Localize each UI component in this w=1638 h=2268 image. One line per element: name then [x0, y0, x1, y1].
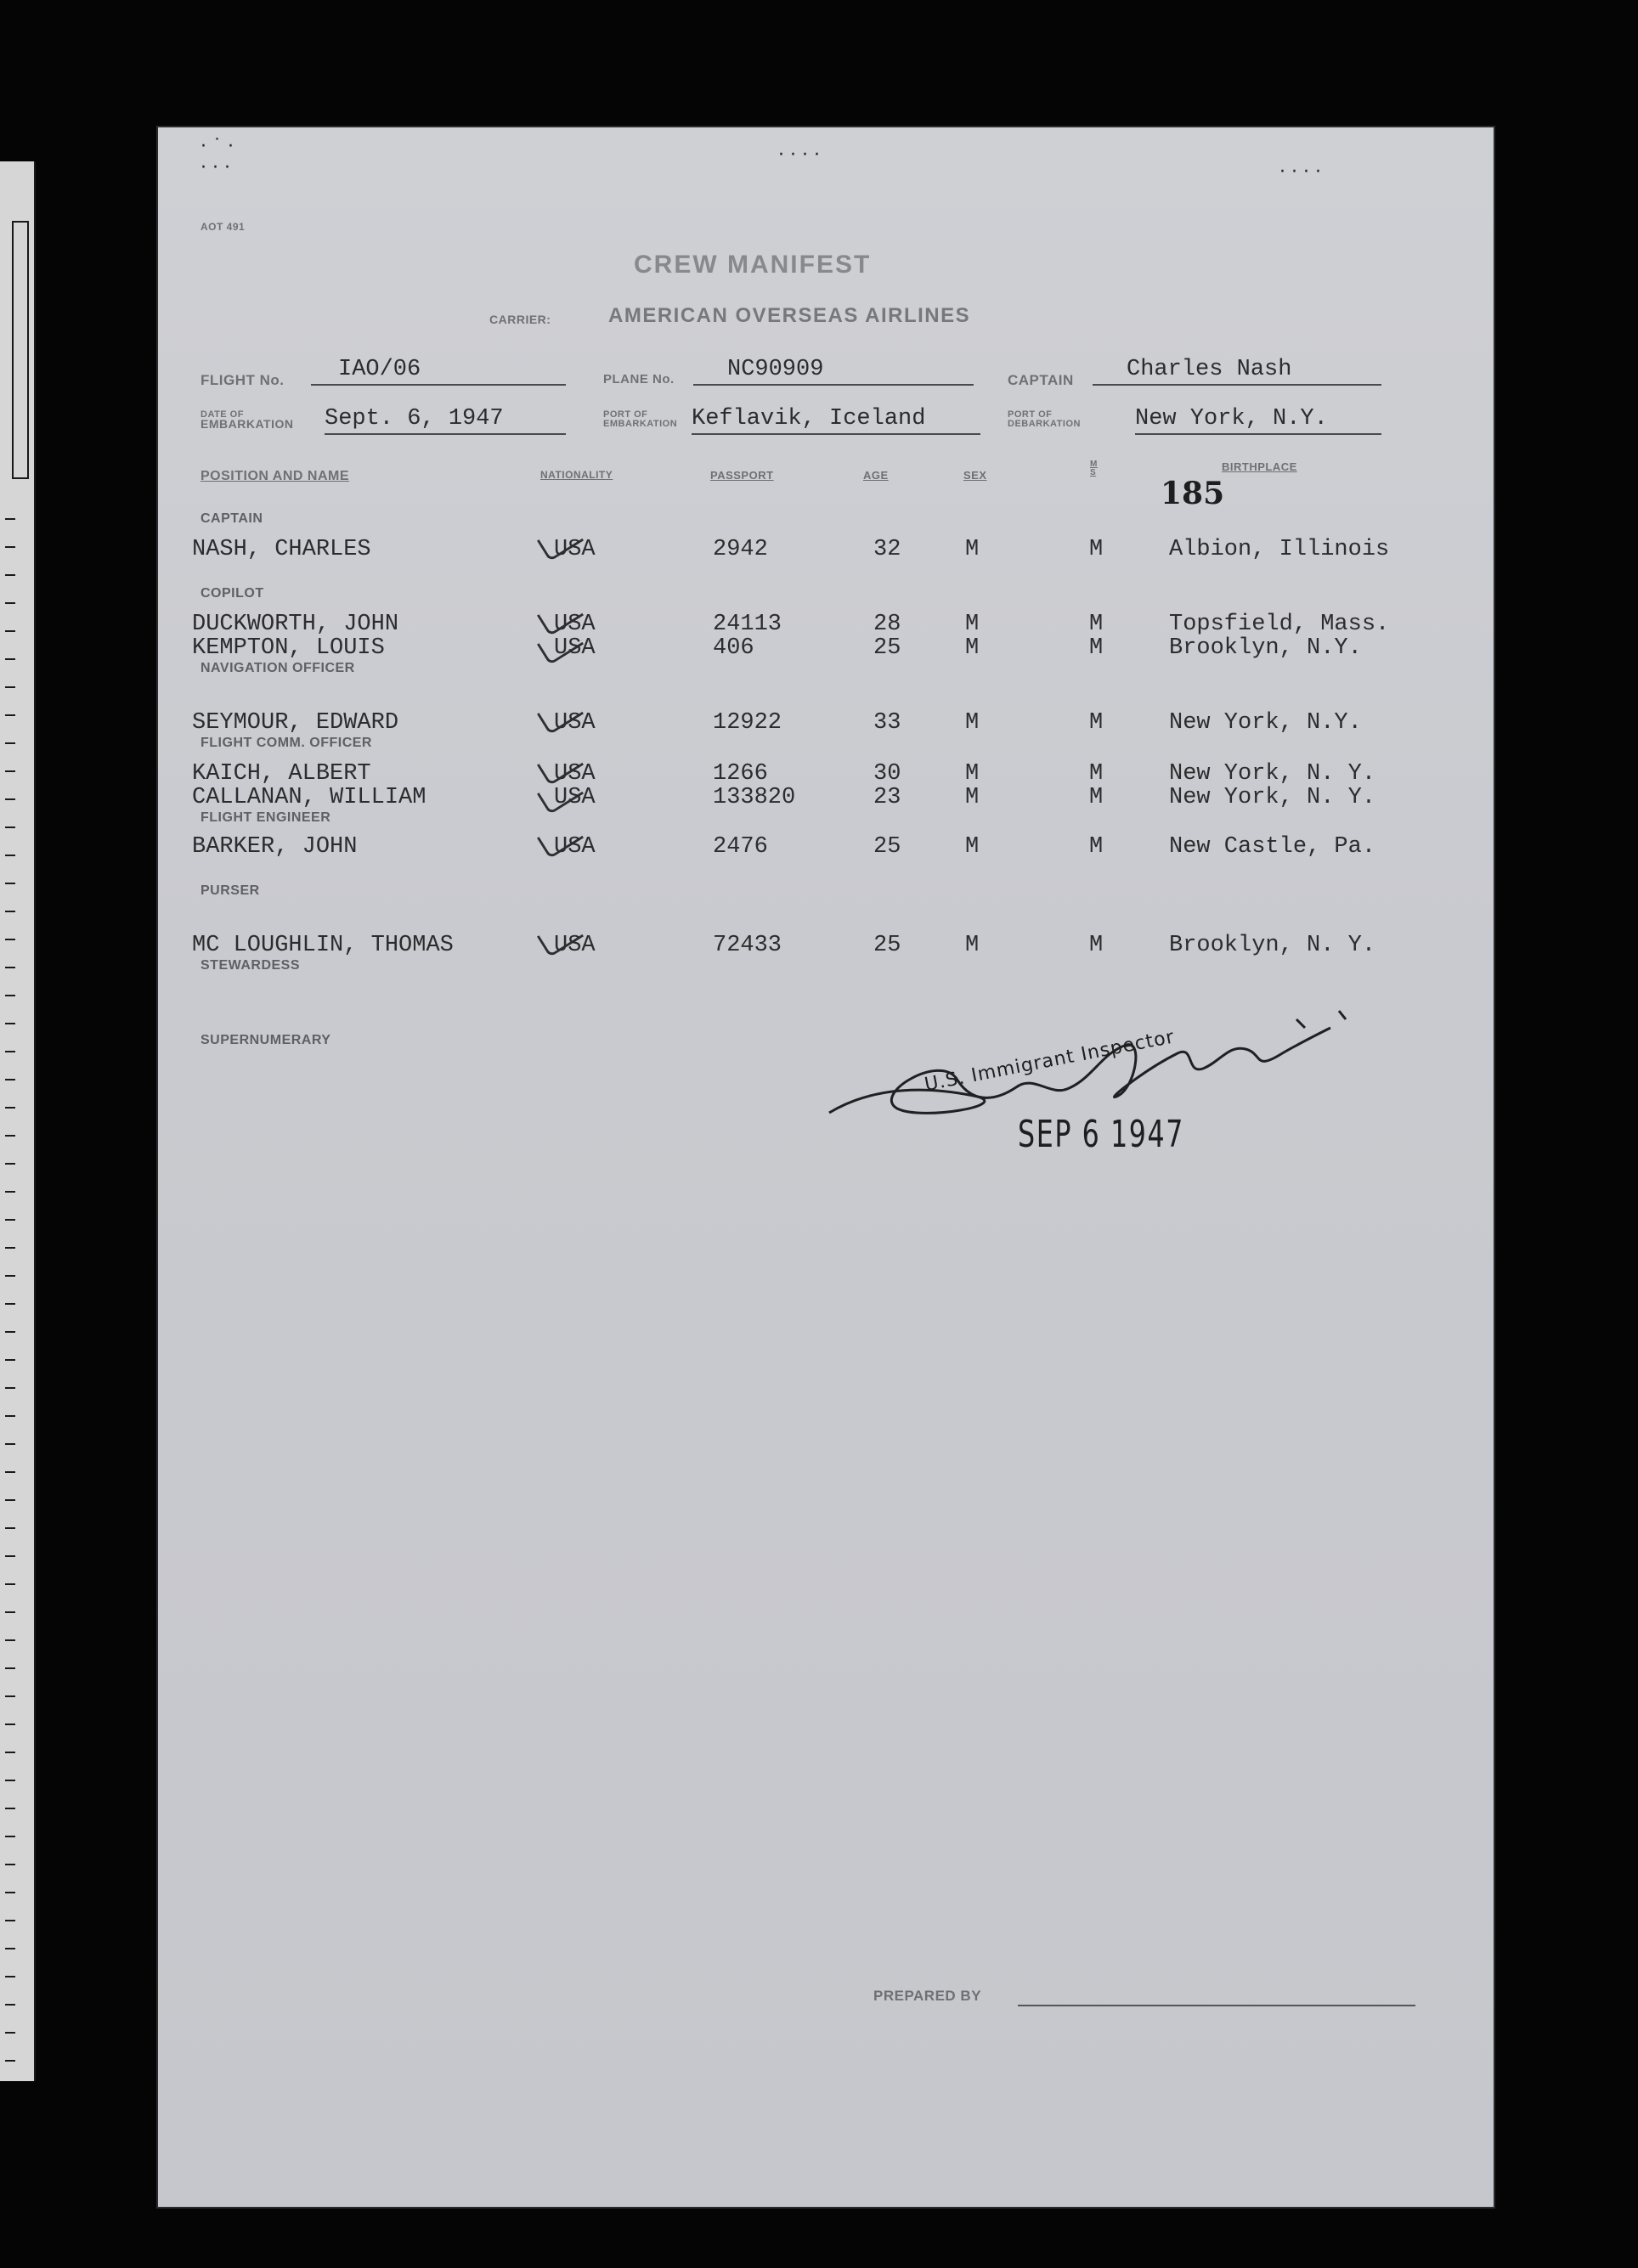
ruler-tick: [5, 939, 15, 940]
plane-number-field: [693, 357, 974, 386]
port-embarkation-label-line2: EMBARKATION: [603, 419, 678, 429]
crew-sex: M: [965, 537, 980, 562]
port-debarkation-field: [1135, 406, 1381, 435]
embarkation-date-field: [325, 406, 566, 435]
crew-birthplace: New York, N. Y.: [1169, 785, 1376, 810]
crew-age: 30: [873, 761, 901, 787]
port-embarkation-field: [692, 406, 980, 435]
section-supernumerary: SUPERNUMERARY: [201, 1033, 331, 1047]
ruler-tick: [5, 714, 15, 716]
crew-name: NASH, CHARLES: [192, 537, 371, 562]
film-frame-marker: [12, 221, 29, 479]
ruler-tick: [5, 883, 15, 884]
crew-birthplace: Albion, Illinois: [1169, 537, 1390, 562]
ruler-tick: [5, 1667, 15, 1669]
ruler-tick: [5, 1948, 15, 1949]
crew-birthplace: Brooklyn, N.Y.: [1169, 635, 1362, 661]
captain-value: Charles Nash: [1127, 357, 1292, 382]
ruler-tick: [5, 2060, 15, 2062]
crew-passport: 133820: [713, 785, 796, 810]
port-embarkation-value: Keflavik, Iceland: [692, 406, 926, 432]
ruler-tick: [5, 1920, 15, 1921]
embarkation-date-value: Sept. 6, 1947: [325, 406, 504, 432]
crew-passport: 12922: [713, 710, 782, 736]
crew-sex: M: [965, 710, 980, 736]
crew-passport: 24113: [713, 612, 782, 637]
crew-passport: 2476: [713, 834, 768, 860]
plane-number-label: PLANE No.: [603, 372, 675, 386]
col-position-name: POSITION AND NAME: [201, 469, 350, 483]
crew-age: 23: [873, 785, 901, 810]
crew-name: SEYMOUR, EDWARD: [192, 710, 399, 736]
table-row: [158, 785, 1494, 810]
section-copilot: COPILOT: [201, 586, 264, 601]
film-edge-ruler: [0, 161, 36, 2081]
ruler-tick: [5, 798, 15, 800]
crew-sex: M: [965, 761, 980, 787]
col-nationality: NATIONALITY: [540, 469, 613, 481]
ruler-tick: [5, 1219, 15, 1221]
ruler-tick: [5, 1752, 15, 1753]
ruler-tick: [5, 1724, 15, 1725]
crew-name: DUCKWORTH, JOHN: [192, 612, 399, 637]
crew-name: KAICH, ALBERT: [192, 761, 371, 787]
ruler-tick: [5, 1079, 15, 1080]
table-row: [158, 635, 1494, 661]
punch-marks: · · · ·: [778, 144, 820, 166]
crew-nationality: USA: [554, 785, 596, 810]
captain-label: CAPTAIN: [1008, 372, 1074, 388]
crew-manifest-document: [158, 127, 1494, 2207]
crew-nationality: USA: [554, 834, 596, 860]
crew-sex: M: [965, 933, 980, 958]
ruler-tick: [5, 770, 15, 772]
section-stewardess: STEWARDESS: [201, 958, 301, 973]
port-embarkation-label-line1: PORT OF: [603, 409, 648, 420]
col-passport: PASSPORT: [710, 469, 774, 482]
crew-passport: 2942: [713, 537, 768, 562]
ruler-tick: [5, 1639, 15, 1641]
ruler-tick: [5, 630, 15, 632]
table-row: [158, 710, 1494, 736]
crew-name: BARKER, JOHN: [192, 834, 358, 860]
section-navigation-officer: NAVIGATION OFFICER: [201, 661, 355, 675]
port-debarkation-label-line2: DEBARKATION: [1008, 419, 1081, 429]
ruler-tick: [5, 911, 15, 912]
ruler-tick: [5, 1583, 15, 1585]
crew-marital: M: [1089, 612, 1104, 637]
ruler-tick: [5, 1359, 15, 1361]
ruler-tick: [5, 1527, 15, 1529]
section-purser: PURSER: [201, 883, 260, 898]
document-title: CREW MANIFEST: [634, 251, 872, 279]
captain-field: [1093, 357, 1381, 386]
col-age: AGE: [863, 469, 889, 482]
ruler-tick: [5, 1780, 15, 1781]
section-captain: CAPTAIN: [201, 511, 263, 526]
crew-nationality: USA: [554, 761, 596, 787]
crew-age: 32: [873, 537, 901, 562]
ruler-tick: [5, 1275, 15, 1277]
form-number: AOT 491: [201, 221, 246, 233]
ruler-tick: [5, 1695, 15, 1697]
crew-age: 25: [873, 933, 901, 958]
flight-number-label: FLIGHT No.: [201, 372, 285, 388]
crew-name: KEMPTON, LOUIS: [192, 635, 385, 661]
inspector-stamp: U.S. Immigrant Inspector: [923, 1026, 1177, 1096]
crew-passport: 1266: [713, 761, 768, 787]
crew-birthplace: New York, N. Y.: [1169, 761, 1376, 787]
crew-marital: M: [1089, 710, 1104, 736]
crew-marital: M: [1089, 834, 1104, 860]
ruler-tick: [5, 1611, 15, 1613]
crew-nationality: USA: [554, 537, 596, 562]
table-row: [158, 537, 1494, 562]
crew-birthplace: New Castle, Pa.: [1169, 834, 1376, 860]
crew-age: 25: [873, 635, 901, 661]
table-row: [158, 834, 1494, 860]
stamp-date: SEP 6 1947: [1018, 1113, 1185, 1156]
ruler-tick: [5, 1135, 15, 1137]
ruler-tick: [5, 1303, 15, 1305]
ruler-tick: [5, 1808, 15, 1809]
flight-number-field: [311, 357, 566, 386]
carrier-label: CARRIER:: [489, 313, 551, 326]
crew-passport: 72433: [713, 933, 782, 958]
ruler-tick: [5, 742, 15, 744]
crew-nationality: USA: [554, 635, 596, 661]
plane-number-value: NC90909: [727, 357, 824, 382]
ruler-tick: [5, 2004, 15, 2006]
port-debarkation-value: New York, N.Y.: [1135, 406, 1328, 432]
ruler-tick: [5, 1864, 15, 1865]
ruler-tick: [5, 855, 15, 856]
ruler-tick: [5, 1191, 15, 1193]
port-debarkation-label-line1: PORT OF: [1008, 409, 1053, 420]
embarkation-date-label-line1: DATE OF: [201, 409, 244, 420]
page-number: 185: [1161, 476, 1225, 511]
crew-birthplace: New York, N.Y.: [1169, 710, 1362, 736]
port-embarkation-label: [603, 410, 677, 429]
ruler-tick: [5, 1471, 15, 1473]
ruler-tick: [5, 686, 15, 688]
ruler-tick: [5, 602, 15, 604]
crew-passport: 406: [713, 635, 754, 661]
ruler-tick: [5, 1107, 15, 1109]
ruler-tick: [5, 1331, 15, 1333]
crew-age: 33: [873, 710, 901, 736]
crew-sex: M: [965, 612, 980, 637]
embarkation-date-label: [201, 410, 293, 429]
crew-age: 25: [873, 834, 901, 860]
crew-nationality: USA: [554, 933, 596, 958]
punch-marks: · ˙ · · · ·: [201, 136, 234, 178]
section-flight-comm-officer: FLIGHT COMM. OFFICER: [201, 736, 372, 750]
crew-name: CALLANAN, WILLIAM: [192, 785, 426, 810]
ruler-tick: [5, 1555, 15, 1557]
crew-nationality: USA: [554, 710, 596, 736]
ruler-tick: [5, 1023, 15, 1024]
ruler-tick: [5, 574, 15, 576]
ruler-tick: [5, 1836, 15, 1837]
carrier-value: AMERICAN OVERSEAS AIRLINES: [608, 304, 971, 327]
table-row: [158, 933, 1494, 958]
ruler-tick: [5, 546, 15, 548]
crew-sex: M: [965, 785, 980, 810]
table-row: [158, 612, 1494, 637]
ruler-tick: [5, 658, 15, 660]
ruler-tick: [5, 1051, 15, 1052]
crew-nationality: USA: [554, 612, 596, 637]
ruler-tick: [5, 518, 15, 520]
crew-marital: M: [1089, 635, 1104, 661]
crew-sex: M: [965, 834, 980, 860]
prepared-by-label: PREPARED BY: [873, 1988, 982, 2004]
ruler-tick: [5, 967, 15, 968]
ruler-tick: [5, 1892, 15, 1893]
crew-age: 28: [873, 612, 901, 637]
col-marital: M S: [1090, 460, 1098, 477]
flight-number-value: IAO/06: [338, 357, 421, 382]
ruler-tick: [5, 1499, 15, 1501]
ruler-tick: [5, 1415, 15, 1417]
crew-name: MC LOUGHLIN, THOMAS: [192, 933, 454, 958]
crew-marital: M: [1089, 933, 1104, 958]
ruler-tick: [5, 827, 15, 828]
col-birthplace: BIRTHPLACE: [1222, 460, 1297, 473]
crew-sex: M: [965, 635, 980, 661]
ruler-tick: [5, 1163, 15, 1165]
crew-birthplace: Brooklyn, N. Y.: [1169, 933, 1376, 958]
section-flight-engineer: FLIGHT ENGINEER: [201, 810, 331, 825]
ruler-tick: [5, 1443, 15, 1445]
crew-marital: M: [1089, 761, 1104, 787]
prepared-by-line: [1018, 2005, 1415, 2006]
crew-birthplace: Topsfield, Mass.: [1169, 612, 1390, 637]
ruler-tick: [5, 1976, 15, 1977]
col-sex: SEX: [963, 469, 987, 482]
crew-marital: M: [1089, 785, 1104, 810]
embarkation-date-label-line2: EMBARKATION: [201, 417, 294, 431]
ruler-tick: [5, 2032, 15, 2034]
port-debarkation-label: [1008, 410, 1081, 429]
ruler-tick: [5, 1247, 15, 1249]
crew-marital: M: [1089, 537, 1104, 562]
ruler-tick: [5, 995, 15, 996]
table-row: [158, 761, 1494, 787]
punch-marks: · · · ·: [1279, 161, 1321, 183]
ruler-tick: [5, 1387, 15, 1389]
